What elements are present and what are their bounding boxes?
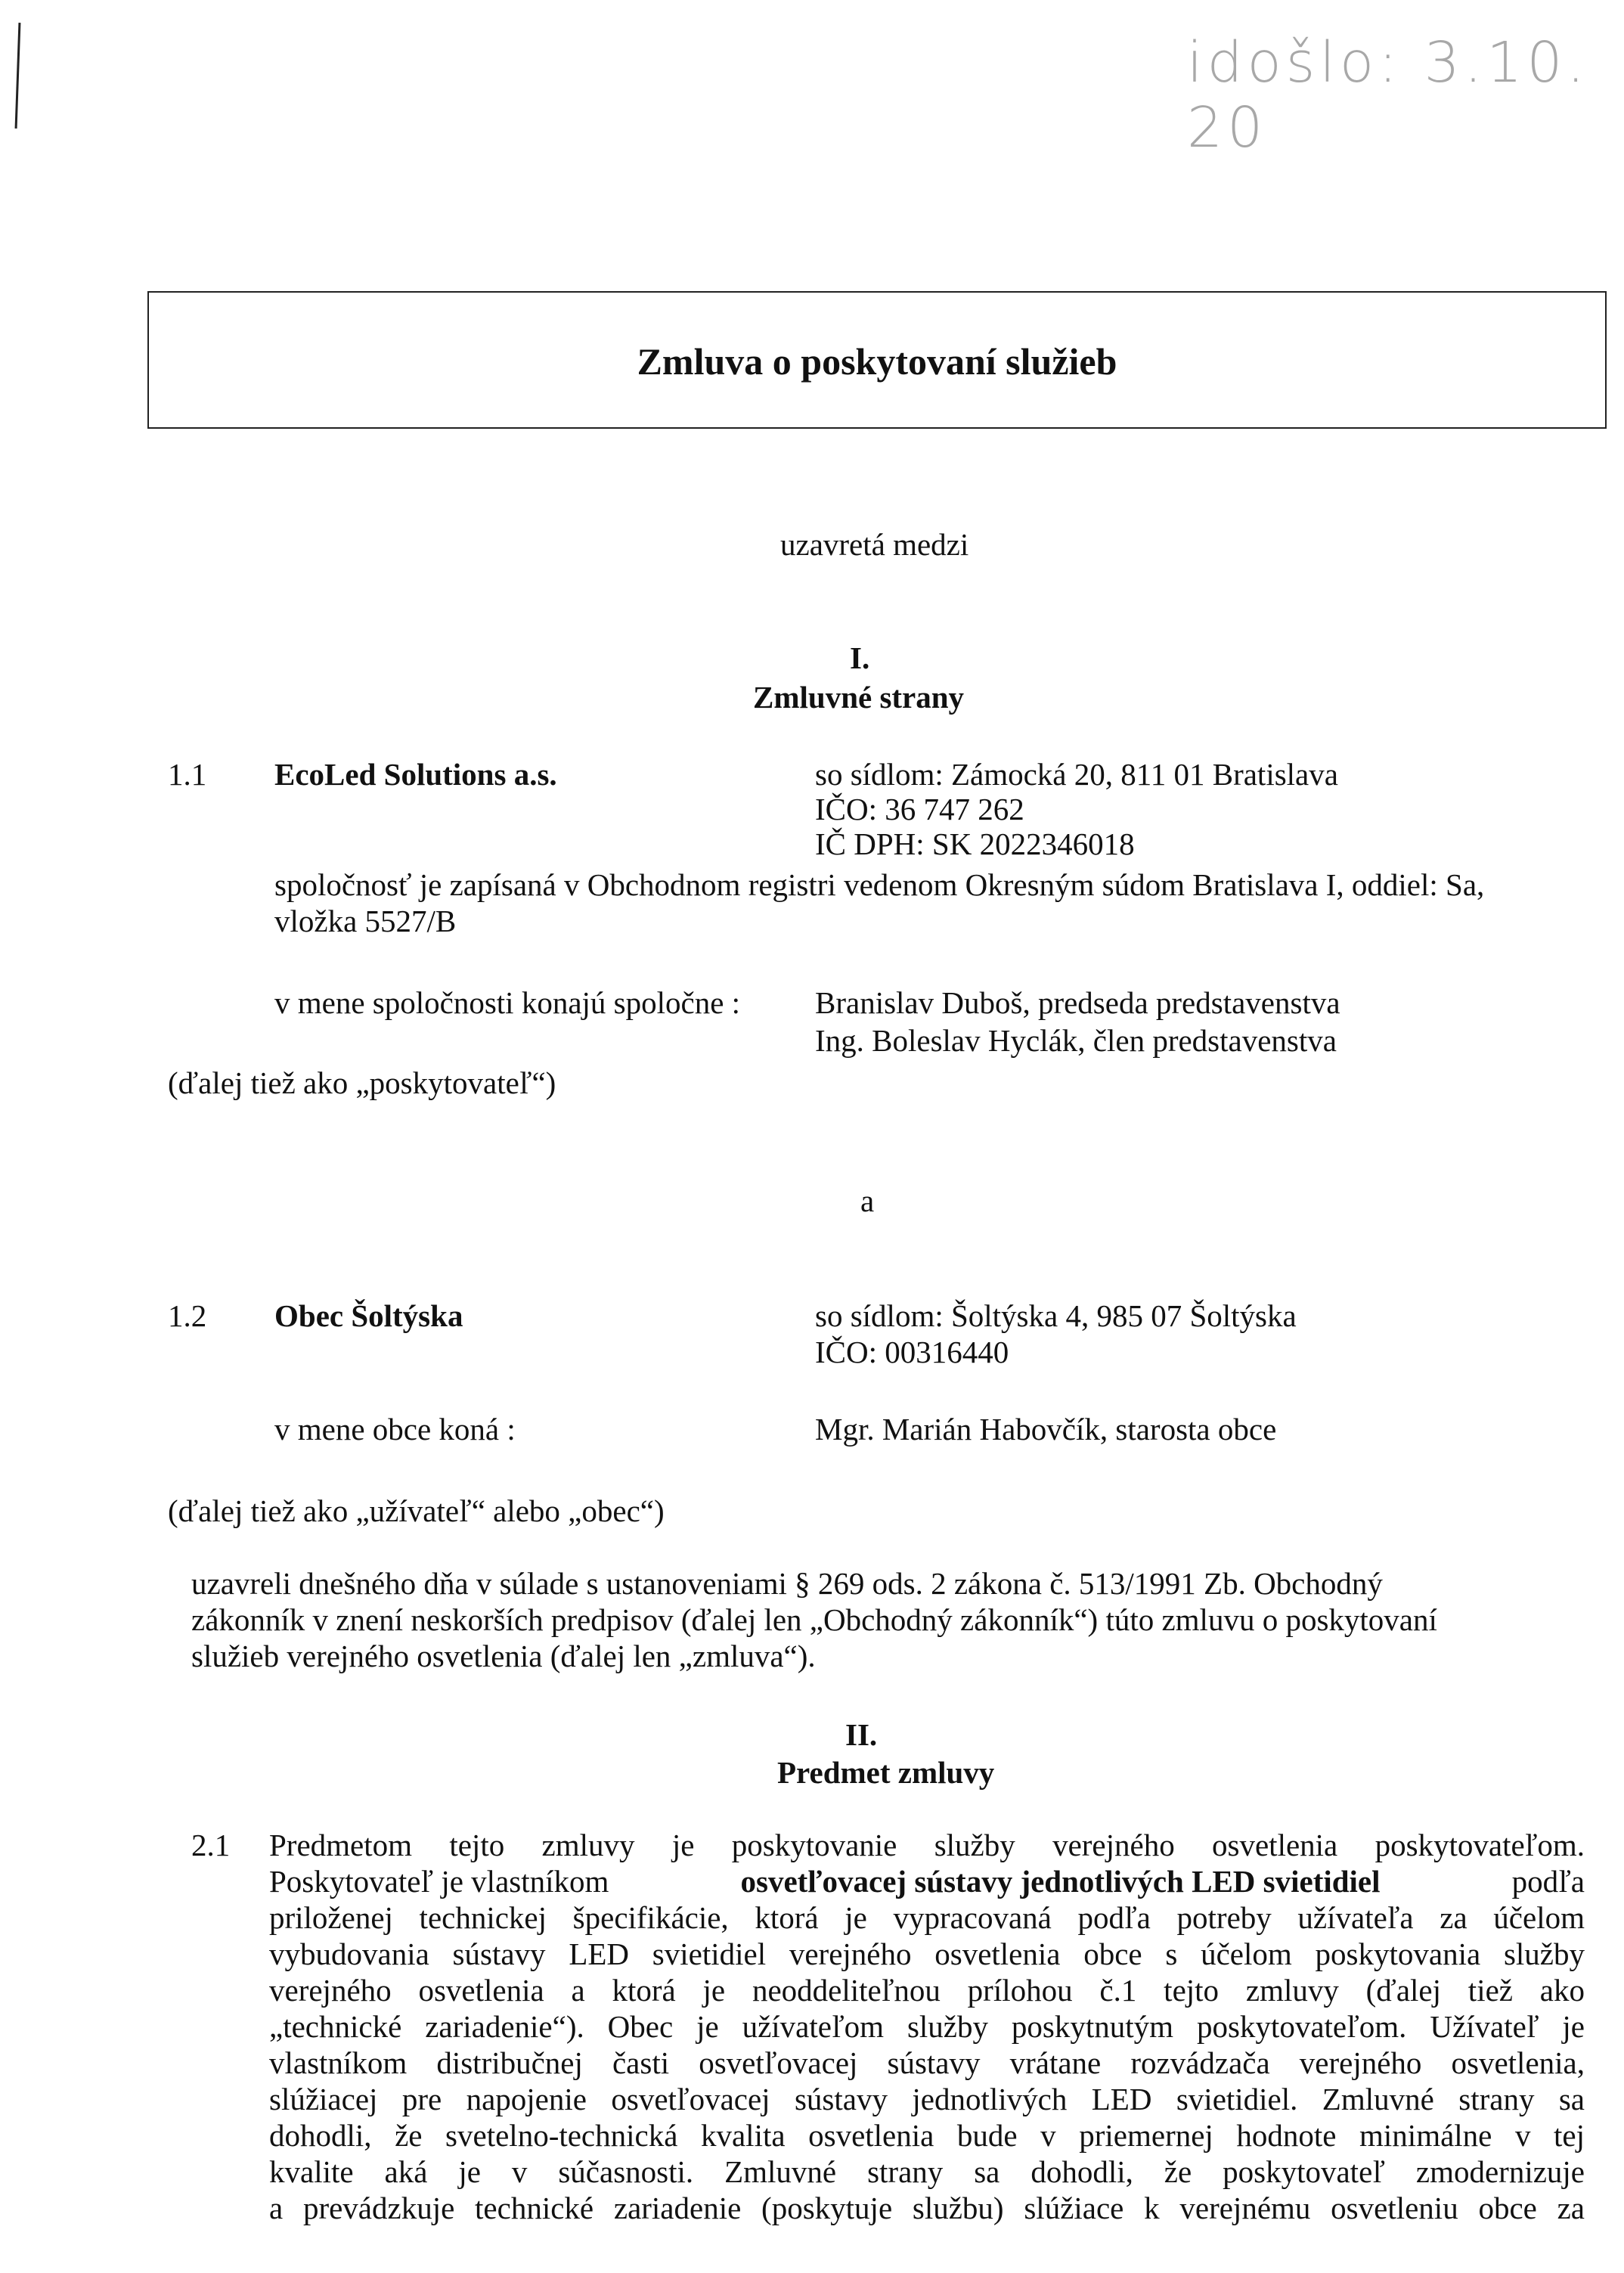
- party2-alias: (ďalej tiež ako „užívateľ“ alebo „obec“): [168, 1493, 665, 1528]
- party1-registry-line1: spoločnosť je zapísaná v Obchodnom registri vedenom Okresným súdom Bratislava I, oddiel: Sa,: [274, 867, 1485, 902]
- party1-representative1: Branislav Duboš, predseda predstavenstva: [815, 985, 1340, 1020]
- clause21-index: 2.1: [191, 1828, 231, 1862]
- party1-representative2: Ing. Boleslav Hyclák, člen predstavenstva: [815, 1023, 1337, 1058]
- party2-ico: IČO: 00316440: [815, 1335, 1009, 1369]
- concluded-line1: uzavreli dnešného dňa v súlade s ustanoveniami § 269 ods. 2 zákona č. 513/1991 Zb. Obchodný: [191, 1566, 1383, 1601]
- section1-number: I.: [850, 640, 870, 675]
- conjunction-text: a: [860, 1183, 875, 1218]
- party1-alias: (ďalej tiež ako „poskytovateľ“): [168, 1065, 556, 1100]
- party2-index: 1.2: [168, 1298, 207, 1333]
- clause21-line2-start: Poskytovateľ je vlastníkom: [269, 1864, 609, 1899]
- party1-icdph: IČ DPH: SK 2022346018: [815, 826, 1135, 861]
- clause21-line4: vybudovania sústavy LED svietidiel verejného osvetlenia obce s účelom poskytovania služby: [269, 1937, 1585, 1971]
- party2-represented-label: v mene obce koná :: [274, 1412, 516, 1447]
- clause21-line2-end: podľa: [1511, 1864, 1585, 1899]
- clause21-line2: [269, 1863, 1585, 1899]
- clause21-line7: vlastníkom distribučnej časti osvetľovacej sústavy vrátane rozvádzača verejného osvetlenia,: [269, 2045, 1585, 2080]
- party2-representative1: Mgr. Marián Habovčík, starosta obce: [815, 1412, 1277, 1447]
- title-box: [147, 291, 1607, 429]
- section2-heading: Predmet zmluvy: [777, 1755, 995, 1790]
- clause21-line1: Predmetom tejto zmluvy je poskytovanie služby verejného osvetlenia poskytovateľom.: [269, 1828, 1585, 1862]
- clause21-line5: verejného osvetlenia a ktorá je neoddeliteľnou prílohou č.1 tejto zmluvy (ďalej tiež ako: [269, 1973, 1585, 2008]
- clause21-line2-bold: osvetľovacej sústavy jednotlivých LED svietidiel: [740, 1864, 1381, 1899]
- party2-address: so sídlom: Šoltýska 4, 985 07 Šoltýska: [815, 1298, 1297, 1333]
- scan-margin-mark: [15, 23, 21, 129]
- document-title: Zmluva o poskytovaní služieb: [637, 340, 1117, 383]
- handwritten-received-note: idošlo: 3.10. 20: [1187, 30, 1589, 160]
- clause21-line8: slúžiacej pre napojenie osvetľovacej sústavy jednotlivých LED svietidiel. Zmluvné strany sa: [269, 2082, 1585, 2116]
- concluded-line3: služieb verejného osvetlenia (ďalej len „zmluva“).: [191, 1639, 816, 1673]
- clause21-line3: priloženej technickej špecifikácie, ktorá je vypracovaná podľa potreby užívateľa za účelom: [269, 1900, 1585, 1935]
- concluded-line2: zákonník v znení neskorších predpisov (ďalej len „Obchodný zákonník“) túto zmluvu o poskytovaní: [191, 1602, 1437, 1637]
- section2-number: II.: [845, 1717, 878, 1752]
- party2-name: Obec Šoltýska: [274, 1298, 463, 1333]
- clause21-line6: „technické zariadenie“). Obec je užívateľom služby poskytnutým poskytovateľom. Užívateľ je: [269, 2009, 1585, 2044]
- party1-represented-label: v mene spoločnosti konajú spoločne :: [274, 985, 741, 1020]
- party1-index: 1.1: [168, 757, 207, 792]
- clause21-line10: kvalite aká je v súčasnosti. Zmluvné strany sa dohodli, že poskytovateľ zmodernizuje: [269, 2154, 1585, 2189]
- party1-ico: IČO: 36 747 262: [815, 792, 1024, 826]
- intro-text: uzavretá medzi: [780, 527, 969, 562]
- clause21-line11: a prevádzkuje technické zariadenie (poskytuje službu) slúžiace k verejnému osvetleniu obce za: [269, 2191, 1585, 2225]
- party1-address: so sídlom: Zámocká 20, 811 01 Bratislava: [815, 757, 1338, 792]
- section1-heading: Zmluvné strany: [753, 680, 965, 715]
- party1-registry-line2: vložka 5527/B: [274, 904, 457, 938]
- clause21-line9: dohodli, že svetelno-technická kvalita osvetlenia bude v priemernej hodnote minimálne v tej: [269, 2118, 1585, 2153]
- party1-name: EcoLed Solutions a.s.: [274, 757, 557, 792]
